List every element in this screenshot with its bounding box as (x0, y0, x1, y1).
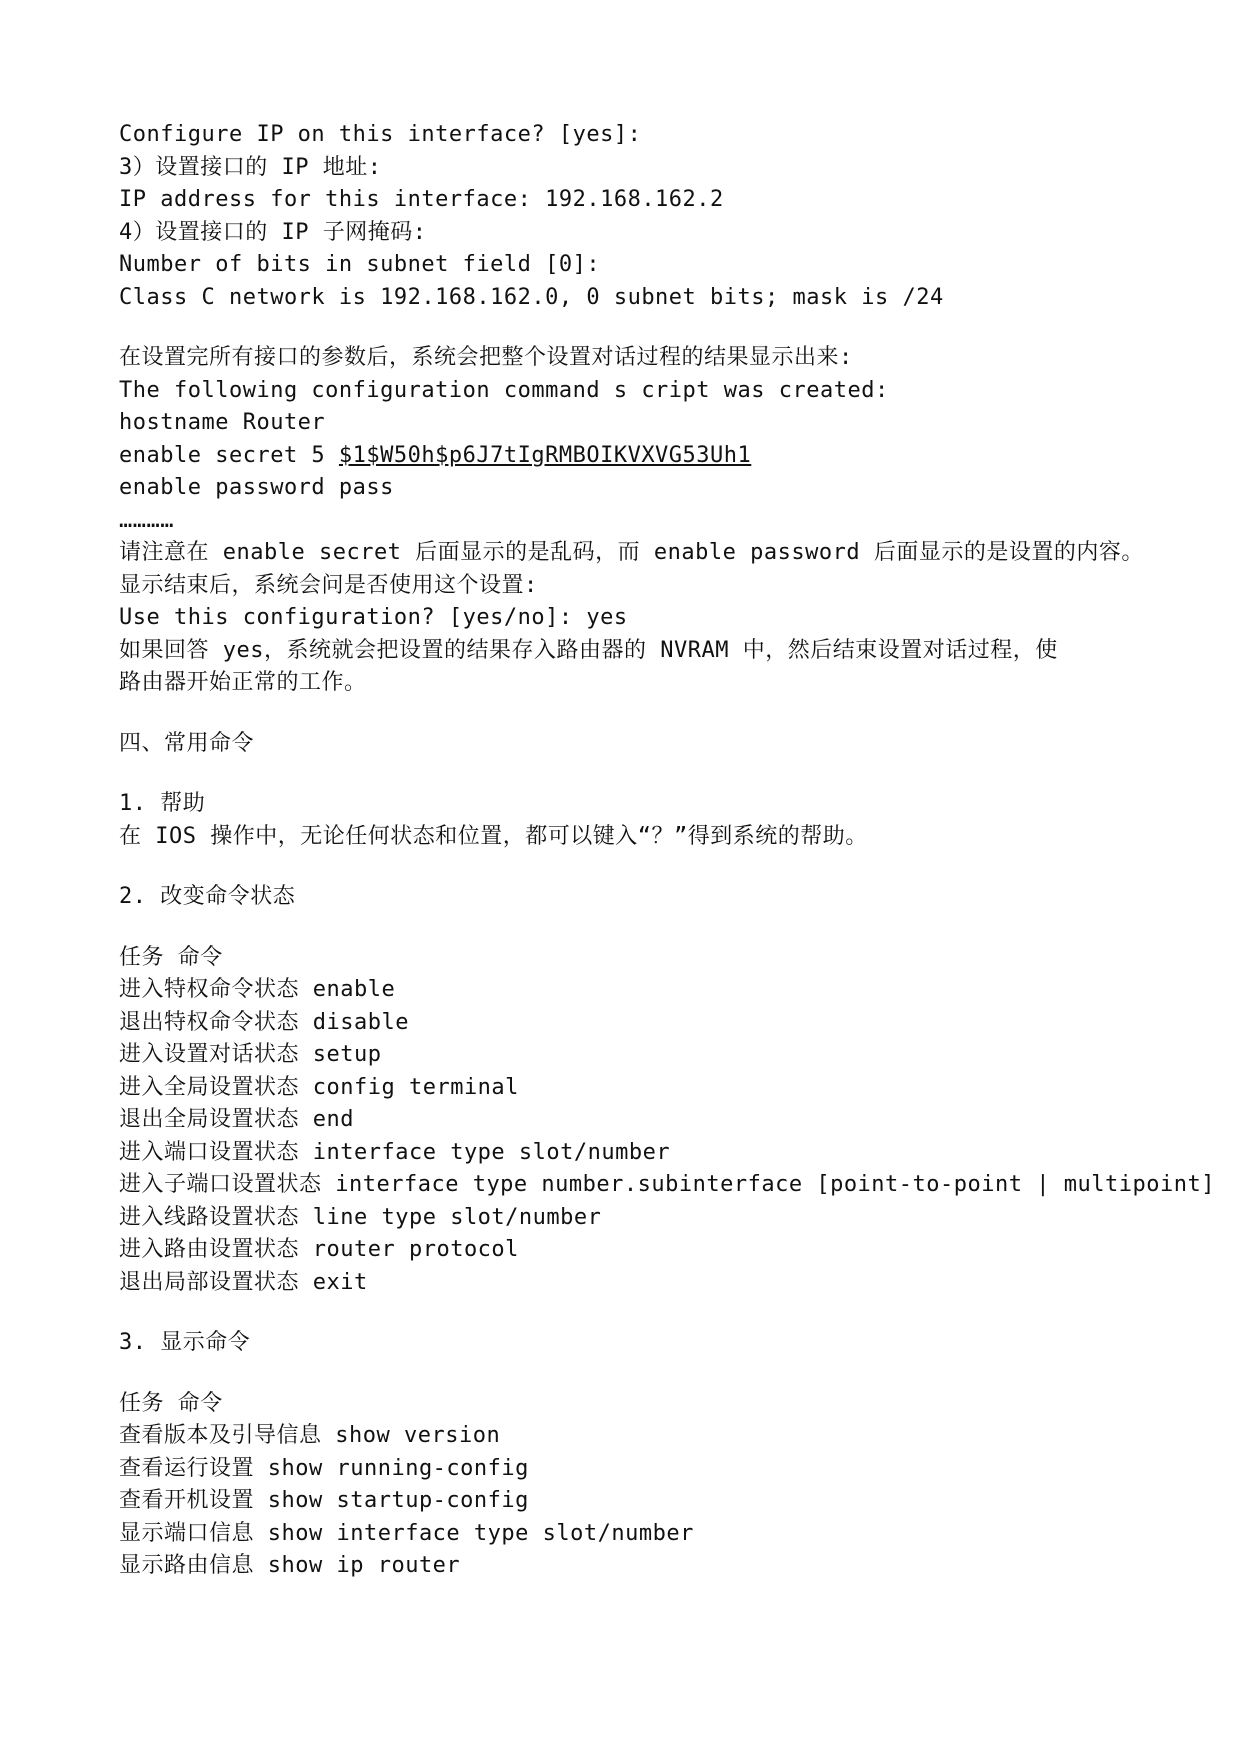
mode-change-row: 进入特权命令状态 enable (119, 977, 396, 1002)
setup-line-3: IP address for this interface: 192.168.162.2 (119, 187, 724, 212)
paragraph-gap (119, 914, 1169, 942)
mode-change-row: 退出特权命令状态 disable (119, 1009, 409, 1035)
show-commands-row: 查看开机设置 show startup-config (119, 1488, 529, 1513)
show-commands-row: 显示端口信息 show interface type slot/number (119, 1520, 694, 1546)
summary-line-3: hostname Router (119, 410, 326, 435)
mode-change-row: 进入全局设置状态 config terminal (119, 1074, 519, 1100)
enable-secret-prefix: enable secret 5 (119, 442, 339, 468)
mode-change-row: 退出局部设置状态 exit (119, 1269, 368, 1295)
mode-change-row: 进入路由设置状态 router protocol (119, 1237, 519, 1262)
show-commands-heading: 3. 显示命令 (119, 1330, 251, 1355)
mode-change-row: 进入端口设置状态 interface type slot/number (119, 1139, 671, 1165)
mode-change-row: 进入线路设置状态 line type slot/number (119, 1204, 602, 1230)
paragraph-gap (119, 1360, 1169, 1388)
summary-line-9: Use this configuration? [yes/no]: yes (119, 605, 628, 630)
mode-change-row: 退出全局设置状态 end (119, 1107, 354, 1132)
show-commands-row: 查看运行设置 show running-config (119, 1455, 529, 1481)
show-commands-row: 查看版本及引导信息 show version (119, 1423, 501, 1448)
mode-change-table-header: 任务 命令 (119, 944, 223, 970)
summary-ellipsis: ………… (119, 507, 174, 533)
setup-line-2: 3）设置接口的 IP 地址: (119, 154, 382, 180)
paragraph-gap (119, 1299, 1169, 1327)
show-commands-row: 显示路由信息 show ip router (119, 1553, 461, 1578)
paragraph-gap (119, 853, 1169, 881)
summary-line-8: 显示结束后，系统会问是否使用这个设置: (119, 572, 538, 598)
setup-line-6: Class C network is 192.168.162.0, 0 subnet bits; mask is /24 (119, 284, 944, 310)
summary-line-10: 如果回答 yes，系统就会把设置的结果存入路由器的 NVRAM 中，然后结束设置对话过程，使 (119, 637, 1058, 663)
summary-line-2: The following configuration command s cript was created: (119, 377, 889, 403)
section-heading: 四、常用命令 (119, 730, 255, 756)
paragraph-gap (119, 760, 1169, 788)
enable-secret-hash: $1$W50h$p6J7tIgRMBOIKVXVG53Uh1 (338, 442, 752, 468)
summary-line-7: 请注意在 enable secret 后面显示的是乱码，而 enable password 后面显示的是设置的内容。 (119, 540, 1144, 565)
help-heading: 1. 帮助 (119, 791, 206, 816)
summary-line-11: 路由器开始正常的工作。 (119, 670, 367, 695)
show-commands-table-header: 任务 命令 (119, 1390, 223, 1416)
mode-change-heading: 2. 改变命令状态 (119, 884, 296, 909)
setup-line-1: Configure IP on this interface? [yes]: (119, 122, 642, 147)
summary-line-5: enable password pass (119, 475, 394, 500)
setup-line-4: 4）设置接口的 IP 子网掩码: (119, 219, 427, 245)
paragraph-gap (119, 314, 1169, 342)
paragraph-gap (119, 700, 1169, 728)
summary-line-4 (119, 440, 1169, 473)
mode-change-row: 进入设置对话状态 setup (119, 1042, 382, 1067)
help-text: 在 IOS 操作中，无论任何状态和位置，都可以键入“？”得到系统的帮助。 (119, 823, 868, 849)
mode-change-row: 进入子端口设置状态 interface type number.subinterface [point-to-point | multipoint] (119, 1172, 1215, 1197)
document-body (119, 119, 1215, 1583)
setup-line-5: Number of bits in subnet field [0]: (119, 252, 601, 277)
summary-line-1: 在设置完所有接口的参数后，系统会把整个设置对话过程的结果显示出来: (119, 345, 853, 370)
